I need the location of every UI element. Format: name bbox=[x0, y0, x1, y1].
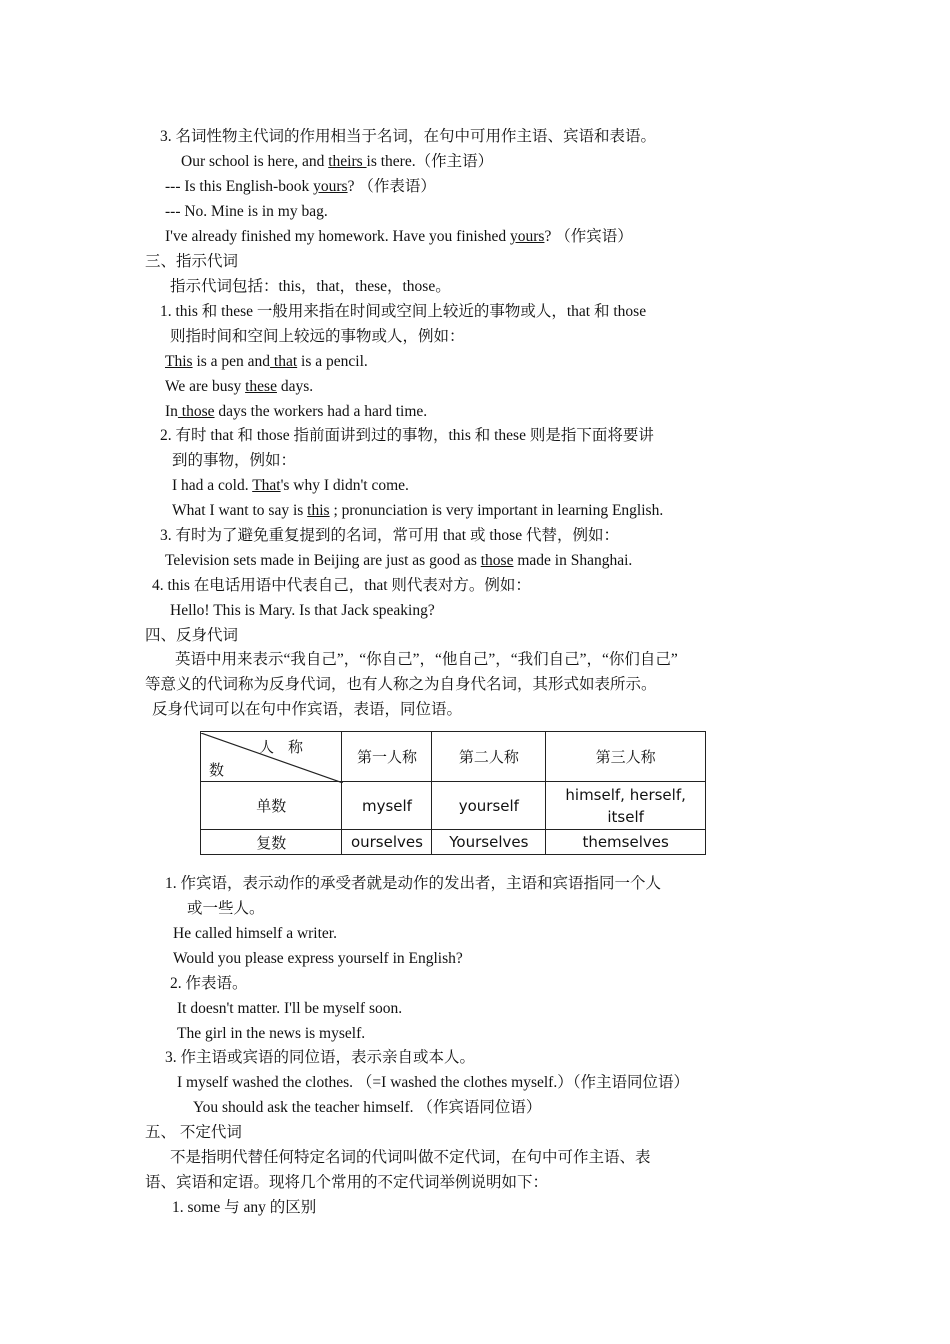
text-segment: is a pen and bbox=[192, 353, 271, 370]
text-segment: 1. 作宾语，表示动作的承受者就是动作的发出者，主语和宾语指同一个人 bbox=[165, 875, 662, 892]
text-segment: 五、 不定代词 bbox=[145, 1124, 242, 1141]
table-row bbox=[201, 830, 706, 855]
text-line bbox=[175, 650, 678, 670]
cell-yourself: yourself bbox=[432, 782, 546, 830]
text-segment: days. bbox=[276, 378, 314, 395]
underlined-word: this bbox=[307, 502, 330, 519]
text-segment: In bbox=[165, 403, 178, 420]
text-line bbox=[165, 177, 436, 197]
text-segment: 4. this 在电话用语中代表自己，that 则代表对方。例如： bbox=[152, 577, 531, 594]
text-line bbox=[160, 426, 654, 446]
text-segment: made in Shanghai. bbox=[513, 552, 633, 569]
text-line bbox=[165, 1048, 475, 1068]
text-segment: 等意义的代词称为反身代词，也有人称之为自身代名词，其形式如表所示。 bbox=[145, 676, 657, 693]
table-corner-cell bbox=[201, 732, 342, 782]
text-segment: ? （作表语） bbox=[347, 178, 436, 195]
text-line bbox=[160, 526, 619, 546]
text-segment: --- Is this English-book bbox=[165, 178, 314, 195]
text-line bbox=[165, 227, 633, 247]
text-segment: 语、宾语和定语。现将几个常用的不定代词举例说明如下： bbox=[145, 1174, 549, 1191]
corner-label-person: 人称 bbox=[259, 737, 318, 756]
row-label-plural: 复数 bbox=[201, 830, 342, 855]
text-line bbox=[172, 501, 663, 521]
underlined-word: That bbox=[252, 477, 281, 494]
text-segment: ; pronunciation is very important in learning English. bbox=[329, 502, 664, 519]
text-segment: 指示代词包括：this，that，these，those。 bbox=[170, 278, 451, 295]
text-line bbox=[193, 1098, 541, 1118]
cell-themselves: themselves bbox=[546, 830, 706, 855]
underlined-word: those bbox=[480, 552, 514, 569]
text-line bbox=[145, 675, 657, 695]
text-line bbox=[152, 700, 462, 720]
text-line bbox=[165, 377, 313, 397]
text-line bbox=[160, 127, 656, 147]
underlined-word: This bbox=[165, 353, 193, 370]
text-line bbox=[165, 202, 328, 222]
text-segment: Our school is here, and bbox=[181, 153, 329, 170]
text-line bbox=[177, 999, 402, 1019]
text-segment: 3. 有时为了避免重复提到的名词，常可用 that 或 those 代替，例如： bbox=[160, 527, 619, 544]
header-second-person: 第二人称 bbox=[432, 732, 546, 782]
table-header-row bbox=[201, 732, 706, 782]
underlined-word: yours bbox=[510, 228, 545, 245]
underlined-word: that bbox=[270, 353, 298, 370]
underlined-word: yours bbox=[313, 178, 348, 195]
text-line bbox=[170, 974, 248, 994]
text-line bbox=[170, 601, 435, 621]
underlined-word: these bbox=[245, 378, 277, 395]
text-segment: 英语中用来表示“我自己”，“你自己”，“他自己”，“我们自己”，“你们自己” bbox=[175, 651, 678, 668]
cell-yourselves: Yourselves bbox=[432, 830, 546, 855]
text-line bbox=[165, 874, 661, 894]
text-line bbox=[160, 302, 646, 322]
text-line bbox=[145, 1173, 548, 1193]
underlined-word: those bbox=[177, 403, 215, 420]
text-line bbox=[165, 402, 427, 422]
text-segment: It doesn't matter. I'll be myself soon. bbox=[177, 1000, 403, 1017]
text-segment: You should ask the teacher himself. （作宾语同位语） bbox=[193, 1099, 542, 1116]
text-line bbox=[173, 949, 463, 969]
text-segment: 不是指明代替任何特定名词的代词叫做不定代词，在句中可作主语、表 bbox=[170, 1149, 651, 1166]
text-segment: 四、反身代词 bbox=[145, 627, 239, 644]
text-line bbox=[172, 1198, 316, 1218]
corner-label-number: 数 bbox=[209, 760, 225, 779]
text-segment: 1. some 与 any 的区别 bbox=[172, 1199, 317, 1216]
text-segment: What I want to say is bbox=[172, 502, 308, 519]
text-segment: The girl in the news is myself. bbox=[177, 1025, 366, 1042]
text-segment: 2. 有时 that 和 those 指前面讲到过的事物，this 和 these 则是指下面将要讲 bbox=[160, 427, 654, 444]
text-segment: 或一些人。 bbox=[187, 900, 265, 917]
reflexive-pronoun-table bbox=[200, 731, 706, 855]
text-segment: 3. 作主语或宾语的同位语，表示亲自或本人。 bbox=[165, 1049, 476, 1066]
text-segment: 到的事物，例如： bbox=[172, 452, 297, 469]
cell-ourselves: ourselves bbox=[342, 830, 432, 855]
text-segment: Would you please express yourself in English? bbox=[173, 950, 463, 967]
text-line bbox=[165, 352, 368, 372]
text-segment: 3. 名词性物主代词的作用相当于名词，在句中可用作主语、宾语和表语。 bbox=[160, 128, 657, 145]
text-segment: is a pencil. bbox=[297, 353, 368, 370]
table-row bbox=[201, 782, 706, 830]
text-line bbox=[170, 1148, 651, 1168]
text-line bbox=[181, 152, 493, 172]
header-third-person: 第三人称 bbox=[546, 732, 706, 782]
text-segment: 2. 作表语。 bbox=[170, 975, 248, 992]
text-line bbox=[170, 277, 451, 297]
text-line bbox=[172, 476, 409, 496]
text-line bbox=[152, 576, 531, 596]
text-segment: 1. this 和 these 一般用来指在时间或空间上较近的事物或人，that 和 those bbox=[160, 303, 647, 320]
text-segment: I've already finished my homework. Have you finished bbox=[165, 228, 510, 245]
text-segment: 三、指示代词 bbox=[145, 253, 239, 270]
underlined-word: theirs bbox=[328, 153, 367, 170]
text-segment: We are busy bbox=[165, 378, 246, 395]
text-line bbox=[172, 451, 296, 471]
text-segment: I myself washed the clothes. （=I washed the clothes myself.）（作主语同位语） bbox=[177, 1074, 689, 1091]
text-line bbox=[145, 252, 238, 272]
text-segment: 's why I didn't come. bbox=[280, 477, 409, 494]
text-segment: I had a cold. bbox=[172, 477, 253, 494]
text-line bbox=[170, 327, 465, 347]
text-line bbox=[187, 899, 265, 919]
cell-third-singular: himself, herself, itself bbox=[546, 782, 706, 830]
text-line bbox=[165, 551, 632, 571]
text-segment: He called himself a writer. bbox=[173, 925, 337, 942]
text-segment: Television sets made in Beijing are just as good as bbox=[165, 552, 481, 569]
text-segment: 则指时间和空间上较远的事物或人，例如： bbox=[170, 328, 465, 345]
text-line bbox=[145, 626, 238, 646]
text-line bbox=[177, 1024, 365, 1044]
text-line bbox=[177, 1073, 689, 1093]
text-segment: Hello! This is Mary. Is that Jack speaking? bbox=[170, 602, 435, 619]
text-line bbox=[145, 1123, 242, 1143]
header-first-person: 第一人称 bbox=[342, 732, 432, 782]
cell-myself: myself bbox=[342, 782, 432, 830]
text-segment: ? （作宾语） bbox=[544, 228, 633, 245]
text-segment: days the workers had a hard time. bbox=[214, 403, 428, 420]
row-label-singular: 单数 bbox=[201, 782, 342, 830]
text-segment: --- No. Mine is in my bag. bbox=[165, 203, 328, 220]
text-segment: 反身代词可以在句中作宾语，表语，同位语。 bbox=[152, 701, 463, 718]
text-line bbox=[173, 924, 337, 944]
text-segment: is there.（作主语） bbox=[366, 153, 494, 170]
